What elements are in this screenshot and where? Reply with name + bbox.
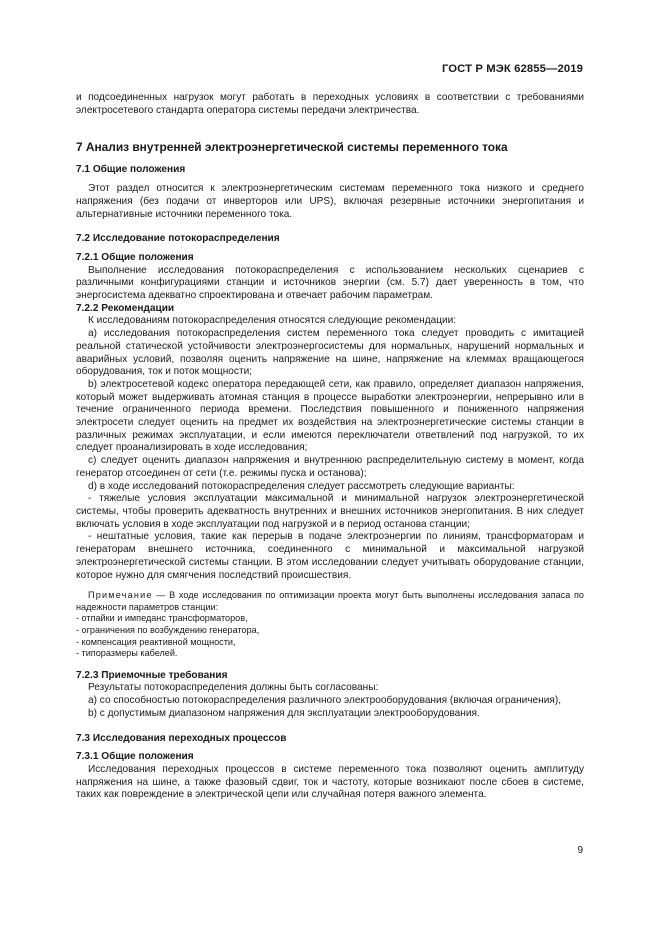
recommendation-d: d) в ходе исследований потокораспределения следует рассмотреть следующие варианты: [88,480,515,492]
section-7-2-title: 7.2 Исследование потокораспределения [76,233,280,245]
section-7-3-title: 7.3 Исследования переходных процессов [76,732,287,744]
note-item: - компенсация реактивной мощности, [76,636,236,647]
acceptance-a: а) со способностью потокораспределения различного электрооборудования (включая ограничения), [88,695,562,707]
document-code: ГОСТ Р МЭК 62855—2019 [441,63,583,75]
acceptance-b: b) с допустимым диапазоном напряжения для эксплуатации электрооборудования. [88,707,480,719]
section-7-2-3-title: 7.2.3 Приемочные требования [76,669,228,681]
note-item: - отпайки и импеданс трансформаторов, [76,613,248,624]
note-item: - типоразмеры кабелей. [76,648,178,659]
note-label: Примечание [88,590,153,601]
section-7-2-2-lead: К исследованиям потокораспределения относятся следующие рекомендации: [88,315,457,327]
recommendation-d-item-1: - тяжелые условия эксплуатации максимальной и минимальной нагрузок электроэнергетической системы, чтобы проверить адекватность внутренних и внешних источников энергопитания. В них следует включать условия в ходе эксплуатации под нагрузкой и в период останова станции; [76,493,584,530]
section-7-2-1-title: 7.2.1 Общие положения [76,251,194,263]
note-text: — В ходе исследования по оптимизации проекта могут быть выполнены исследования запаса по надежности параметров станции: [76,590,584,612]
note [76,590,584,613]
section-7-title: 7 Анализ внутренней электроэнергетической системы переменного тока [76,140,508,155]
section-7-2-2-title: 7.2.2 Рекомендации [76,302,175,314]
recommendation-d-item-2: - нештатные условия, такие как перерыв в подаче электроэнергии по линиям, трансформаторам и генераторам внешнего источника, соединенного с минимальной и максимальной нагрузкой электроэнергетической системы станции. В этом исследовании следует учитывать оборудование станции, которое нужно для смягчения последствий происшествия. [76,531,584,581]
page-content [76,92,584,802]
note-item: - ограничения по возбуждению генератора, [76,624,260,635]
section-7-3-1-text: Исследования переходных процессов в системе переменного тока позволяют оценить амплитуду напряжения на шине, а также фазовый сдвиг, ток и частоту, которые возникают после сбоев в системе, таких как повреждение в электрической цепи или случайная потеря важного элемента. [76,763,584,801]
recommendation-b: b) электросетевой кодекс оператора передающей сети, как правило, определяет диапазон напряжения, который может выдерживать атомная станция в процессе выработки электроэнергии, непрерывно или в течение ограниченного периода времени. Последствия повышенного и пониженного напряжения электросети следует оценить на предмет их воздействия на электроэнергетические системы станции в различных режимах эксплуатации, и если имеются переключатели ответвлений под нагрузкой, то их следует проанализировать в ходе исследования; [76,378,584,454]
recommendation-c: c) следует оценить диапазон напряжения и внутреннюю распределительную систему в момент, когда генератор отсоединен от сети (т.е. режимы пуска и останова); [76,455,584,479]
section-7-3-1-title: 7.3.1 Общие положения [76,751,194,763]
section-7-2-1-text: Выполнение исследования потокораспределения с использованием нескольких сценариев с различными конфигурациями станции и источников энергии (см. 5.7) дает уверенность в том, что энергосистема адекватно спроектирована и отвечает рабочим параметрам. [76,264,584,302]
page-number: 9 [577,845,583,856]
recommendation-a: а) исследования потокораспределения систем переменного тока следует проводить с имитацией реальной статической устойчивости электроэнергосистемы для нормальных, нарушений нормальных и аварийных условий, позволяя оценить напряжение на шине, напряжение на клеммах вращающегося оборудования, ток и поток мощности; [76,328,584,378]
section-7-1-title: 7.1 Общие положения [76,164,186,176]
section-7-1-text: Этот раздел относится к электроэнергетическим системам переменного тока низкого и среднего напряжения (без подачи от инверторов или UPS), включая резервные источники энергопитания и альтернативные источники переменного тока. [76,183,584,220]
intro-paragraph: и подсоединенных нагрузок могут работать в переходных условиях в соответствии с требованиями электросетевого стандарта оператора системы передачи электричества. [76,92,584,116]
section-7-2-3-lead: Результаты потокораспределения должны быть согласованы: [88,682,379,694]
